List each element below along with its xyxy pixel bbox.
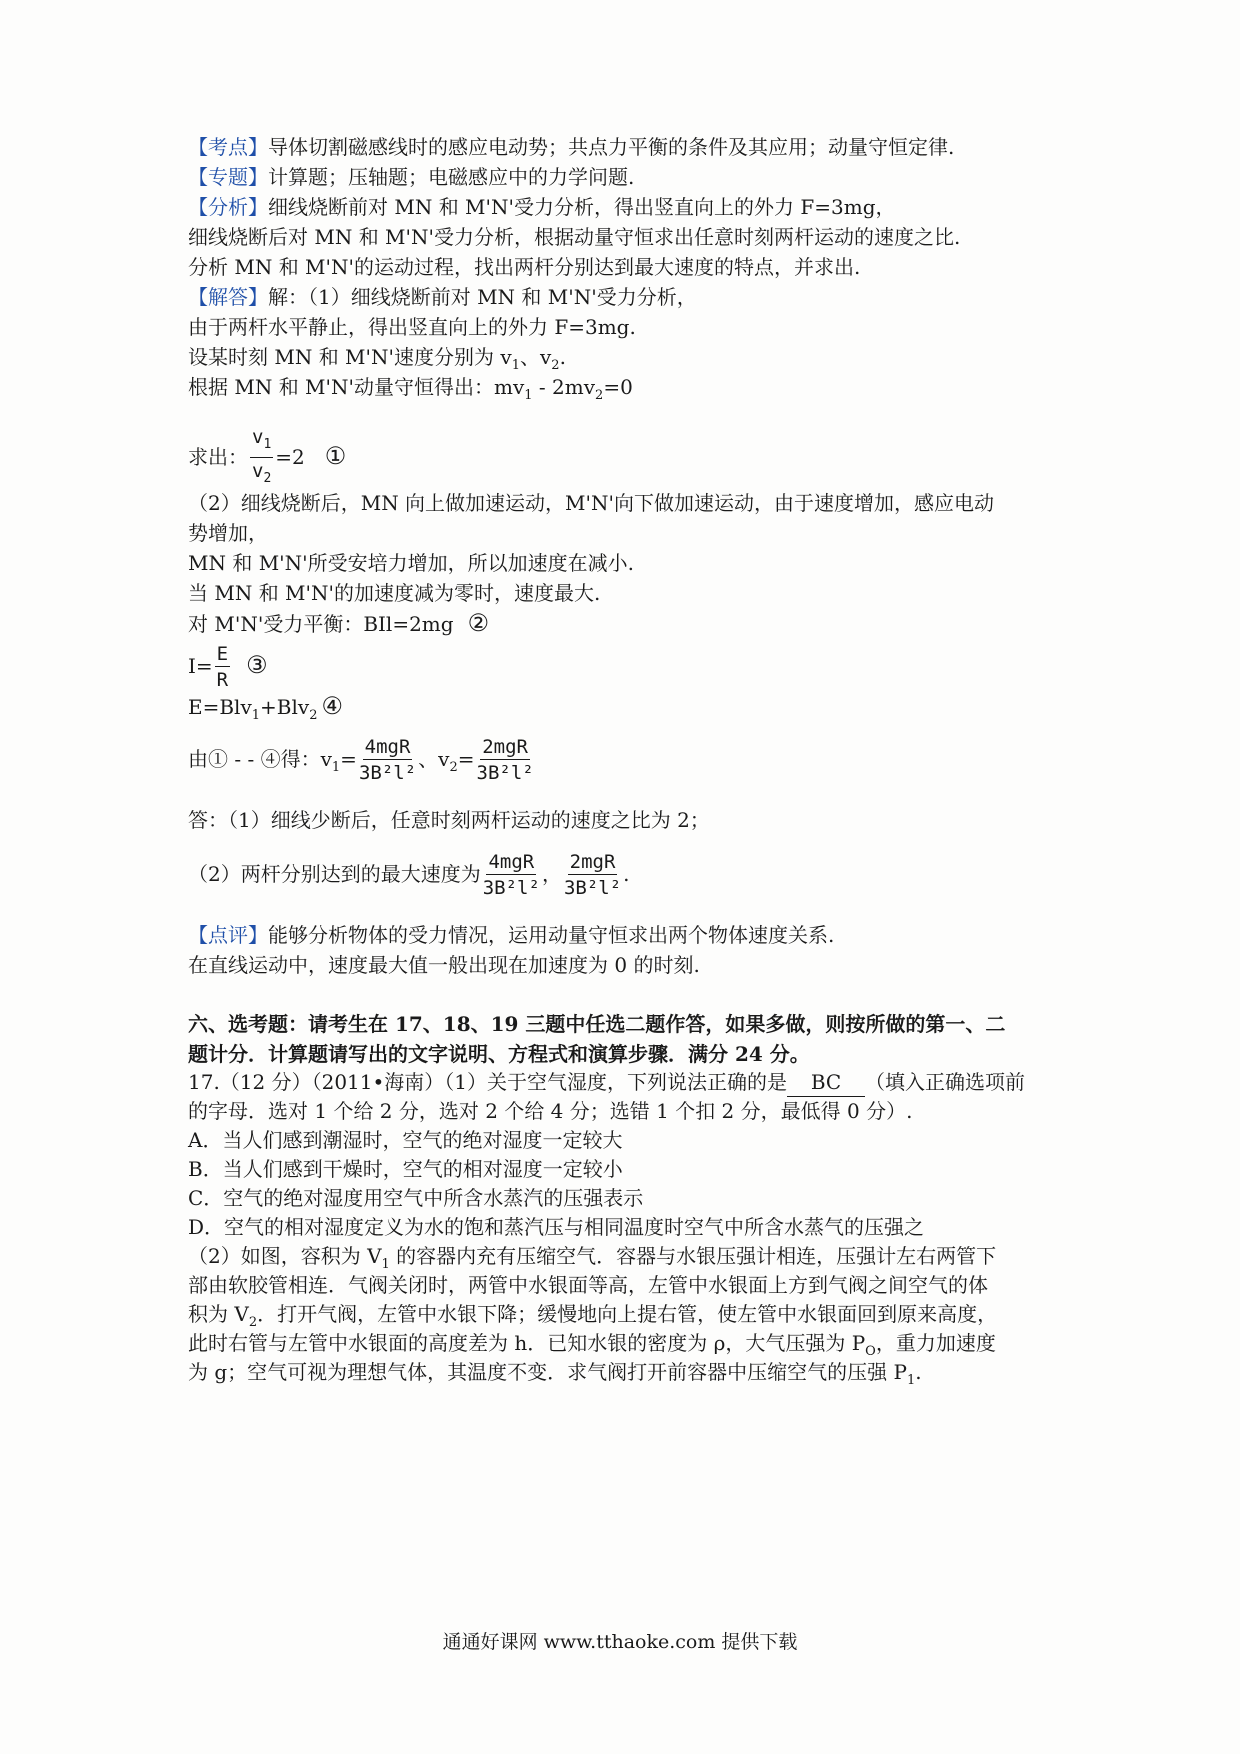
sub-1: 1 [511,358,520,373]
you-label: 由① - - ④得：v [188,747,332,771]
p2-line-5-pre: 为 g；空气可视为理想气体，其温度不变．求气阀打开前容器中压缩空气的压强 P [188,1360,907,1384]
e-eq-pre: E=Blv [188,695,252,719]
p2-line-4-post: ，重力加速度 [875,1331,996,1355]
fenxi-line-2: 细线烧断后对 MN 和 M'N'受力分析，根据动量守恒求出任意时刻两杆运动的速度之比. [188,225,961,249]
current-equation-line [188,642,268,693]
part2-line-5 [188,609,489,638]
v1-fraction [359,735,416,786]
circle-3-icon: ③ [246,651,268,679]
sub-2: 2 [551,358,560,373]
option-c: C．空气的绝对湿度用空气中所含水蒸汽的压强表示 [188,1186,644,1210]
jieda-line-1 [188,283,697,311]
circle-2-icon: ② [467,609,490,637]
ratio-eq: =2 [275,444,305,469]
dianping-tag: 【点评】 [188,923,268,947]
answer-line-2 [188,850,630,901]
v1-num: 4mgR [364,736,411,758]
q17-answer: BC [787,1068,865,1097]
jieda-tag: 【解答】 [188,285,268,309]
zhuanti-text: 计算题；压轴题；电磁感应中的力学问题. [268,165,635,189]
dianping-line-1 [188,921,834,949]
sub-2: 2 [248,1315,258,1330]
ratio-fraction [250,425,273,492]
v1-den: 3B²l² [358,762,417,784]
ans2-fraction-1 [483,850,540,901]
option-b: B．当人们感到干燥时，空气的相对湿度一定较小 [188,1157,623,1181]
ratio-line [188,425,346,492]
jieda-line-3-pre: 设某时刻 MN 和 M'N'速度分别为 v [188,345,512,369]
sub-1: 1 [524,388,533,403]
sub-1: 1 [906,1373,916,1388]
i-num: E [216,643,229,665]
page-footer: 通通好课网 www.tthaoke.com 提供下载 [442,1631,798,1653]
i-fraction [215,642,230,693]
sub-2: 2 [449,760,458,775]
section6-heading-1: 六、选考题：请考生在 17、18、19 三题中任选二题作答，如果多做，则按所做的第一、二 [188,1012,1006,1036]
ans2-fraction-2 [564,850,621,901]
p2-line-3-pre: 积为 V [188,1302,249,1326]
jieda-line-3-mid: 、v [519,345,552,369]
v2-num: 2mgR [482,736,528,758]
sub-1: 1 [331,760,341,775]
q17-line-1 [188,1068,1025,1097]
v2-fraction [477,735,534,786]
jieda-line-3-end: . [559,345,566,369]
answer-line-1: 答：（1）细线少断后，任意时刻两杆运动的速度之比为 2； [188,808,710,832]
ans2-den-2: 3B²l² [563,877,622,899]
p2-line-5 [188,1358,922,1395]
p2-line-1-pre: （2）如图，容积为 V [188,1244,382,1268]
fenxi-tag: 【分析】 [188,195,268,219]
v1-eq: = [340,747,357,771]
circle-1-icon: ① [324,441,347,470]
kaodian-tag: 【考点】 [188,135,268,159]
fenxi-text-1: 细线烧断前对 MN 和 M'N'受力分析，得出竖直向上的外力 F=3mg， [268,195,896,219]
ans2-den-1: 3B²l² [482,877,540,899]
section6-heading-2: 题计分．计算题请写出的文字说明、方程式和演算步骤．满分 24 分。 [188,1042,810,1066]
p2-line-3-post: ．打开气阀，左管中水银下降；缓慢地向上提右管，使左管中水银面回到原来高度， [257,1302,998,1326]
i-eq: I= [188,654,213,678]
ans2-num-1: 4mgR [488,851,535,873]
option-d: D．空气的相对湿度定义为水的饱和蒸汽压与相同温度时空气中所含水蒸气的压强之 [188,1215,925,1239]
balance-equation: 对 M'N'受力平衡：BIl=2mg [188,612,454,636]
p2-line-2: 部由软胶管相连．气阀关闭时，两管中水银面等高，左管中水银面上方到气阀之间空气的体 [188,1273,988,1297]
jieda-line-2: 由于两杆水平静止，得出竖直向上的外力 F=3mg. [188,315,636,339]
p2-line-1-post: 的容器内充有压缩空气．容器与水银压强计相连，压强计左右两管下 [389,1244,997,1268]
v2-den: 3B²l² [476,762,534,784]
jieda-line-4 [188,373,633,410]
ratio-num: v [252,426,264,448]
v2-eq: = [457,747,475,771]
ans2-sep: ， [541,862,562,886]
v2-label: 、v [418,747,450,771]
sub-1: 1 [251,708,261,723]
ratio-den-sub: 2 [263,470,272,486]
sub-2: 2 [309,708,318,723]
ratio-num-sub: 1 [263,436,272,452]
circle-4-icon: ④ [321,692,343,720]
zhuanti-line [188,163,634,191]
p2-line-4-sub: O [865,1344,876,1359]
p2-line-5-end: . [915,1360,922,1384]
answer-2-text: （2）两杆分别达到的最大速度为 [188,862,481,886]
part2-line-1: （2）细线烧断后，MN 向上做加速运动，M'N'向下做加速运动，由于速度增加，感应电动 [188,491,995,515]
dianping-line-2: 在直线运动中，速度最大值一般出现在加速度为 0 的时刻. [188,953,700,977]
ans2-end: . [623,862,630,886]
part2-line-4: 当 MN 和 M'N'的加速度减为零时，速度最大. [188,581,601,605]
ratio-den: v [252,459,264,482]
part2-line-2: 势增加， [188,521,268,545]
jieda-line-4-pre: 根据 MN 和 M'N'动量守恒得出：mv [188,375,525,399]
jieda-line-4-mid: - 2mv [532,375,596,399]
q17-line-2: 的字母．选对 1 个给 2 分，选对 2 个给 4 分；选错 1 个扣 2 分，最低得 0 分）. [188,1099,913,1123]
q17-pre: 17.（12 分）（2011•海南）（1）关于空气湿度，下列说法正确的是 [188,1070,788,1094]
kaodian-line [188,133,954,161]
q17-post: （填入正确选项前 [865,1070,1026,1094]
kaodian-text: 导体切割磁感线时的感应电动势；共点力平衡的条件及其应用；动量守恒定律. [268,135,955,159]
sub-2: 2 [595,388,604,403]
jieda-text-1: 解：（1）细线烧断前对 MN 和 M'N'受力分析， [268,285,697,309]
zhuanti-tag: 【专题】 [188,165,268,189]
jieda-line-4-end: =0 [603,375,633,399]
sub-1: 1 [381,1257,390,1272]
e-eq-mid: +Blv [260,695,310,719]
i-den: R [216,669,229,691]
ans2-num-2: 2mgR [569,851,616,873]
fenxi-line-3: 分析 MN 和 M'N'的运动过程，找出两杆分别达到最大速度的特点，并求出. [188,255,861,279]
part2-line-3: MN 和 M'N'所受安培力增加，所以加速度在减小. [188,551,635,575]
qiuchu-label: 求出： [188,444,248,469]
velocity-result-line [188,735,536,786]
fenxi-line-1 [188,193,896,221]
p2-line-4-text: 此时右管与左管中水银面的高度差为 h．已知水银的密度为 ρ，大气压强为 P [188,1331,866,1355]
emf-equation-line [188,692,343,730]
option-a: A．当人们感到潮湿时，空气的绝对湿度一定较大 [188,1128,623,1152]
dianping-text: 能够分析物体的受力情况，运用动量守恒求出两个物体速度关系. [268,923,835,947]
